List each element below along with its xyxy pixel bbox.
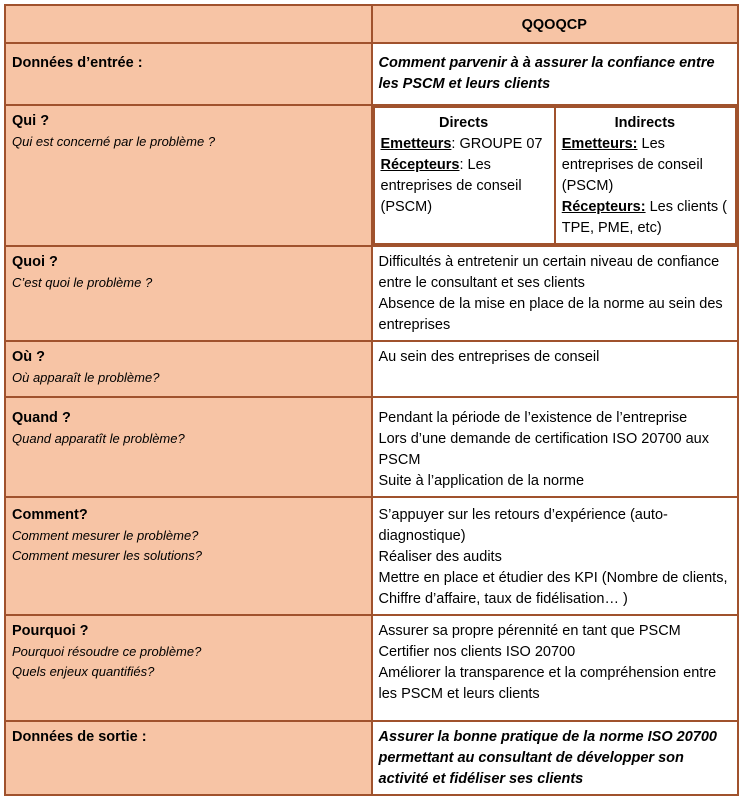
pourquoi-value-cell <box>372 615 739 721</box>
header-row <box>5 5 738 43</box>
pourquoi-sub2: Quels enjeux quantifiés? <box>12 664 155 679</box>
pourquoi-sub1: Pourquoi résoudre ce problème? <box>12 644 202 659</box>
quand-sub: Quand apparatît le problème? <box>12 431 185 446</box>
ou-label: Où ? <box>12 349 46 365</box>
ou-label-cell <box>5 341 372 397</box>
sortie-label-cell <box>5 721 372 795</box>
entree-row <box>5 43 738 105</box>
quoi-sub: C’est quoi le problème ? <box>12 275 153 290</box>
qui-label: Qui ? <box>12 113 50 129</box>
entree-label: Données d’entrée : <box>12 55 143 71</box>
entree-label-cell <box>5 43 372 105</box>
sortie-row <box>5 721 738 795</box>
comment-label-cell <box>5 497 372 615</box>
comment-sub1: Comment mesurer le problème? <box>12 528 199 543</box>
pourquoi-line: Assurer sa propre pérennité en tant que PSCM <box>378 623 681 639</box>
sortie-value-cell <box>372 721 739 795</box>
qui-label-cell <box>5 105 372 246</box>
ou-line: Au sein des entreprises de conseil <box>378 349 600 365</box>
pourquoi-line: Certifier nos clients ISO 20700 <box>378 644 576 660</box>
header-empty-cell <box>5 5 372 43</box>
indirects-emetteurs-label: Emetteurs: <box>561 136 638 152</box>
quand-label-cell <box>5 397 372 497</box>
ou-row <box>5 341 738 397</box>
quand-line: Pendant la période de l’existence de l’entreprise <box>378 410 688 426</box>
indirects-title: Indirects <box>614 115 676 131</box>
qui-directs-cell: Directs Emetteurs: GROUPE 07 Récepteurs: Les entreprises de conseil (PSCM) <box>374 107 555 244</box>
sortie-text: Assurer la bonne pratique de la norme ISO 20700 permettant au consultant de développer son activité et fidéliser ses clients <box>378 729 717 787</box>
entree-value-cell <box>372 43 739 105</box>
quoi-value-cell <box>372 246 739 341</box>
quand-label: Quand ? <box>12 410 71 426</box>
indirects-emetteurs-value: Les entreprises de conseil (PSCM) <box>561 136 703 194</box>
qui-sub: Qui est concerné par le problème ? <box>12 134 216 149</box>
comment-line: S’appuyer sur les retours d’expérience (auto-diagnostique) <box>378 507 668 544</box>
quoi-label: Quoi ? <box>12 254 58 270</box>
quoi-label-cell <box>5 246 372 341</box>
comment-value-cell <box>372 497 739 615</box>
quand-line: Lors d’une demande de certification ISO 20700 aux PSCM <box>378 431 709 468</box>
ou-value-cell <box>372 341 739 397</box>
qui-indirects-cell <box>555 107 736 244</box>
quoi-line: Absence de la mise en place de la norme au sein des entreprises <box>378 296 723 333</box>
quoi-row <box>5 246 738 341</box>
quoi-line: Difficultés à entretenir un certain niveau de confiance entre le consultant et ses clients <box>378 254 720 291</box>
comment-sub2: Comment mesurer les solutions? <box>12 548 203 563</box>
qui-row <box>5 105 738 246</box>
pourquoi-line: Améliorer la transparence et la compréhension entre les PSCM et leurs clients <box>378 665 717 702</box>
sortie-label: Données de sortie : <box>12 729 147 745</box>
directs-recepteurs-label: Récepteurs <box>380 157 460 173</box>
qui-value-cell <box>372 105 739 246</box>
indirects-recepteurs-value: Les clients ( TPE, PME, etc) <box>561 199 727 236</box>
entree-text: Comment parvenir à à assurer la confiance entre les PSCM et leurs clients <box>378 55 715 92</box>
directs-title: Directs <box>439 115 489 131</box>
qqoqcp-table <box>4 4 739 796</box>
quand-value-cell <box>372 397 739 497</box>
quand-row <box>5 397 738 497</box>
quand-line: Suite à l’application de la norme <box>378 473 585 489</box>
pourquoi-row <box>5 615 738 721</box>
directs-emetteurs-value: GROUPE 07 <box>455 136 543 152</box>
pourquoi-label-cell <box>5 615 372 721</box>
directs-emetteurs-label: Emetteurs <box>380 136 452 152</box>
comment-line: Mettre en place et étudier des KPI (Nombre de clients, Chiffre d’affaire, taux de fidélisation… ) <box>378 570 728 607</box>
pourquoi-label: Pourquoi ? <box>12 623 89 639</box>
directs-recepteurs-value: Les entreprises de conseil (PSCM) <box>380 157 522 215</box>
comment-label: Comment? <box>12 507 88 523</box>
indirects-recepteurs-label: Récepteurs: <box>561 199 646 215</box>
qui-subtable <box>373 106 738 245</box>
ou-sub: Où apparaît le problème? <box>12 370 160 385</box>
comment-row <box>5 497 738 615</box>
table-title: QQOQCP <box>372 5 739 43</box>
comment-line: Réaliser des audits <box>378 549 502 565</box>
